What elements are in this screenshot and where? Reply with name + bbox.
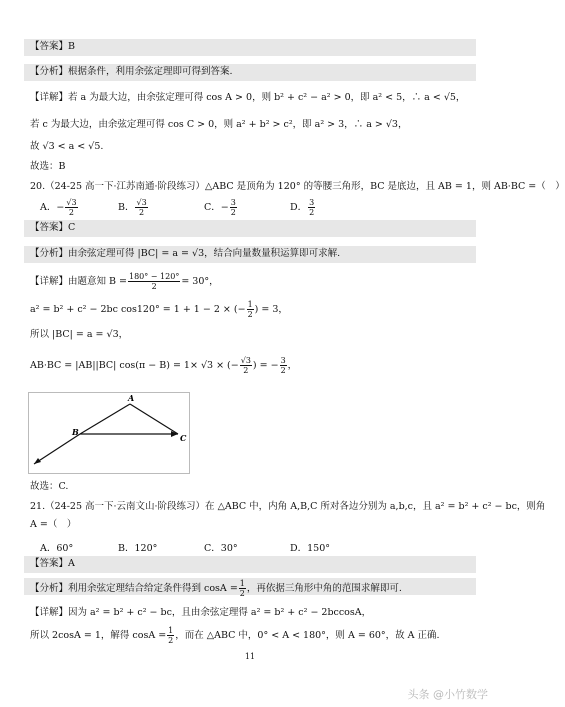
detail-text: 若 c 为最大边，由余弦定理可得 cos C > 0，则 a² + b² > c²，即 a² > 3，∴ a > √3， xyxy=(30,119,408,130)
extension-line xyxy=(34,434,80,464)
detail-text: 【详解】因为 a² = b² + c² − bc，且由余弦定理得 a² = b² + c² − 2bccosA， xyxy=(30,607,372,618)
analysis-text: 【分析】利用余弦定理结合给定条件得到 cosA = $\frac{1}{2}$ ，再依据三角形中角的范围求解即可. xyxy=(30,579,402,598)
figure-border xyxy=(29,393,190,474)
detail-text: 所以 |BC| = a = √3， xyxy=(30,329,129,340)
answer-band xyxy=(24,220,476,237)
answer-band xyxy=(24,39,476,56)
detail-text: 【详解】由题意知 B = $\frac{180^\circ - 120^\circ}{2}$ = 30°， xyxy=(30,272,219,291)
triangle-figure xyxy=(28,392,190,474)
analysis-text: 【分析】根据条件，利用余弦定理即可得到答案. xyxy=(30,66,233,77)
label-c: C xyxy=(180,433,187,443)
question-stem: 20.（24-25 高一下·江苏南通·阶段练习）△ABC 是顶角为 120° 的等腰三角形，BC 是底边，且 AB = 1，则 AB·BC =（ ） xyxy=(30,181,565,192)
answer-band xyxy=(24,556,476,573)
detail-text: 故 √3 < a < √5. xyxy=(30,141,104,152)
choice-b[interactable]: B．120° xyxy=(118,543,158,554)
choice-d[interactable]: D．150° xyxy=(290,543,330,554)
side-ac xyxy=(130,404,178,434)
question-stem: A =（ ） xyxy=(30,519,77,530)
label-b: B xyxy=(72,427,79,437)
answer-label: 【答案】B xyxy=(30,41,75,52)
detail-text: a² = b² + c² − 2bc cos120° = 1 + 1 − 2 × (− $\frac{1}{2}$ ) = 3， xyxy=(30,300,288,319)
choice-a[interactable]: A．60° xyxy=(40,543,74,554)
page-number: 11 xyxy=(244,652,256,661)
detail-text: 【详解】若 a 为最大边，由余弦定理可得 cos A > 0，则 b² + c² − a² > 0，即 a² < 5，∴ a < √5， xyxy=(30,92,466,103)
choice-d[interactable]: D． $\frac{3}{2}$ xyxy=(290,198,315,217)
answer-label: 【答案】C xyxy=(30,222,76,233)
detail-text: 所以 2cosA = 1，解得 cosA = $\frac{1}{2}$ ，而在 △ABC 中，0° < A < 180°，则 A = 60°，故 A 正确. xyxy=(30,626,440,645)
choice-c[interactable]: C．− $\frac{3}{2}$ xyxy=(204,198,236,217)
choice-result: 故选：C. xyxy=(30,481,69,492)
analysis-text: 【分析】由余弦定理可得 |BC| = a = √3，结合向量数量积运算即可求解. xyxy=(30,248,341,259)
answer-label: 【答案】A xyxy=(30,558,75,569)
choice-a[interactable]: A．− $\frac{√3}{2}$ xyxy=(40,198,77,217)
choice-b[interactable]: B． $\frac{√3}{2}$ xyxy=(118,198,147,217)
question-stem: 21.（24-25 高一下·云南文山·阶段练习）在 △ABC 中，内角 A,B,C 所对各边分别为 a,b,c，且 a² = b² + c² − bc，则角 xyxy=(30,501,546,512)
watermark: 头条 @小竹数学 xyxy=(407,688,488,701)
label-a: A xyxy=(128,393,135,403)
detail-text: AB·BC = |AB||BC| cos(π − B) = 1× √3 × (− $\frac{√3}{2}$ ) = − $\frac{3}{2}$ ， xyxy=(30,356,298,375)
choice-c[interactable]: C．30° xyxy=(204,543,238,554)
arrowhead-extension xyxy=(34,458,41,464)
choice-result: 故选：B xyxy=(30,161,66,172)
side-ab xyxy=(80,404,130,434)
